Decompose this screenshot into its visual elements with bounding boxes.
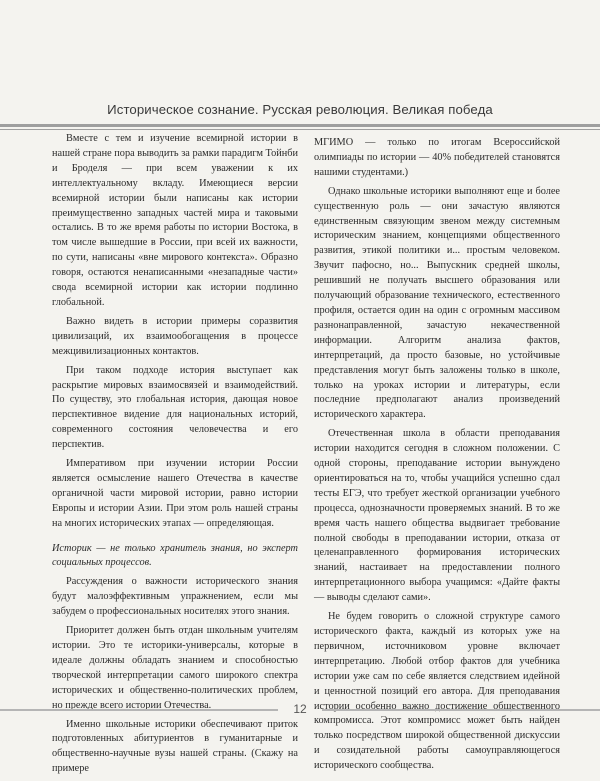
paragraph: Не будем говорить о сложной структуре самого исторического факта, каждый из которых уже на первичном, источниковом уровне включает интерпретацию. Любой отбор фактов для учебника истории уже сам по себе является следствием идейной и ценностной позиций его автора. Для преподавания истории особенно важно достижение общественного компромисса. Этот компромисс может быть найден только посредством широкой общественной дискуссии и созидательной работы самоуправляющегося исторического сообщества.	[314, 611, 560, 772]
paragraph: При таком подходе история выступает как раскрытие мировых взаимосвязей и взаимодействий. По существу, это глобальная история, дающая новое перспективное видение для национальных историй, современного состояния человечества и его перспектив.	[52, 364, 298, 451]
paragraph: Приоритет должен быть отдан школьным учителям истории. Это те историки-универсалы, которые в идеале должны обладать знанием и способностью творческой интерпретации самого широкого спектра исторических и общественно-политических проблем, но прежде всего истории Отечества.	[52, 625, 298, 711]
paragraph: Отечественная школа в области преподавания истории находится сегодня в сложном положении. С одной стороны, преподавание истории вынуждено ориентироваться на то, чтобы учащийся успешно сдал тесты ЕГЭ, что требует жесткой организации учебного процесса, однозначности проверяемых знаний. В то же время часть нашего общества выдвигает требование полной свободы в преподавании истории, отказа от целенаправленного формирования исторических знаний, настаивает на предоставлении полного интерпретационного выбора учащимся: «Дайте факты — выводы сделают сами».	[314, 428, 560, 604]
paragraph: Рассуждения о важности исторического знания будут малоэффективным упражнением, если мы забудем о профессиональных носителях этого знания.	[52, 576, 298, 618]
paragraph: Важно видеть в истории примеры соразвития цивилизаций, их взаимообогащения в процессе межцивилизационных контактов.	[52, 315, 298, 357]
section-heading: Историк — не только хранитель знания, но эксперт социальных процессов.	[52, 542, 298, 569]
left-column	[52, 132, 298, 781]
paragraph: Именно школьные историки обеспечивают приток подготовленных абитуриентов в гуманитарные и общественно-научные вузы нашей страны. (Скажу на примере	[52, 718, 298, 775]
paragraph: Однако школьные историки выполняют еще и более существенную роль — они зачастую являются единственным связующим звеном между системным историческим знанием, концепциями общественного развития, этикой политики и... простым человеком. Звучит пафосно, но... Выпускник средней школы, решивший не получать высшего образования или получающий образование технического, естественного профиля, остается один на один с огромным массивом разнонаправленной, зачастую некачественной информации. Алгоритм анализа фактов, интерпретаций, да просто базовые, но устойчивые представления могут быть заложены только в школе, только на уроках истории и литературы, если последние предполагают анализ произведений исторического характера.	[314, 185, 560, 421]
page-number: 12	[293, 702, 307, 716]
page-footer	[0, 702, 600, 718]
paragraph: Императивом при изучении истории России является осмысление нашего Отечества в качестве органичной части мировой истории, равно истории Европы и истории Азии. При этом роль нашей страны на многих исторических этапах — определяющая.	[52, 458, 298, 529]
paragraph: МГИМО — только по итогам Всероссийской олимпиады по истории — 40% победителей становятся нашими студентами.)	[314, 137, 560, 178]
footer-rule-right	[322, 709, 600, 711]
running-header: Историческое сознание. Русская революция. Великая победа	[107, 102, 493, 117]
paragraph: Вместе с тем и изучение всемирной истории в нашей стране пора выводить за рамки парадигм Тойнби и Броделя — при всем уважении к их интеллектуальному вкладу. Имеющиеся версии всемирной истории были написаны как истории преимущественно западных частей мира и таковыми остались. В то же время работы по истории Востока, в том числе вышедшие в России, при всей их важности, по сути, написаны «вне мирового контекста». Образно говоря, остаются ненаписанными «незападные части» свода всемирной истории как истории подлинно глобальной.	[52, 133, 298, 308]
right-column	[314, 136, 560, 778]
footer-rule-left	[0, 709, 278, 711]
header-rule	[0, 124, 600, 130]
